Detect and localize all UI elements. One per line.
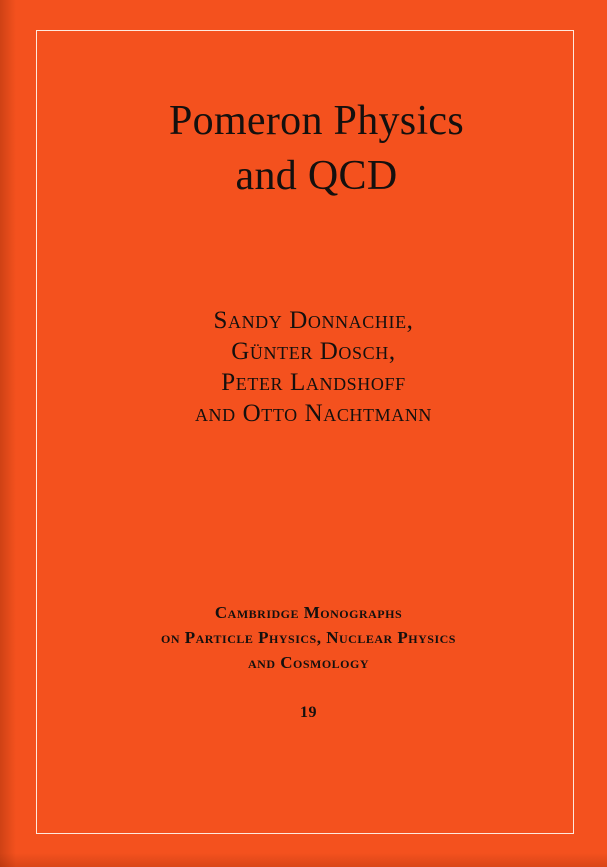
series-line-3: and Cosmology [247, 653, 370, 672]
series-info [0, 600, 607, 722]
author-list [0, 305, 607, 429]
series-line-2: on Particle Physics, Nuclear Physics [161, 628, 456, 647]
title-line-2: and QCD [235, 153, 398, 199]
series-number: 19 [300, 704, 317, 721]
author-line-2: Günter Dosch, [231, 338, 396, 365]
author-line-3: Peter Landshoff [221, 369, 406, 396]
author-line-4: and Otto Nachtmann [194, 400, 433, 427]
book-title [0, 94, 607, 204]
title-line-1: Pomeron Physics [168, 98, 464, 144]
series-line-1: Cambridge Monographs [214, 603, 403, 622]
author-line-1: Sandy Donnachie, [213, 307, 414, 334]
